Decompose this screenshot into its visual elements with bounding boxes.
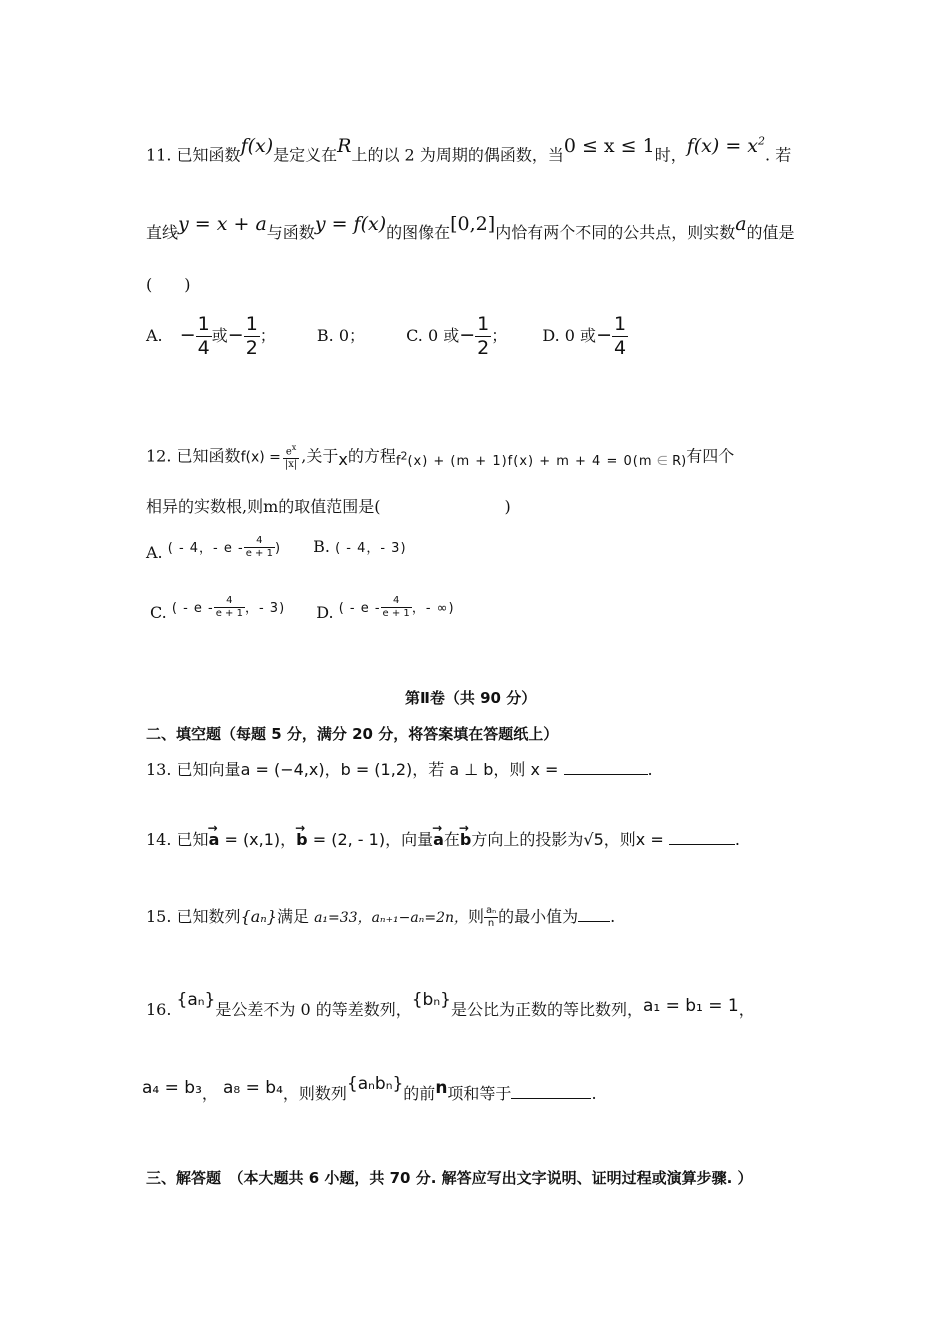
q16-line-1 [146, 990, 755, 1020]
minus-sign: − [179, 324, 196, 346]
q11-text: 直线 [146, 223, 179, 242]
q16-text: 是公差不为 0 的等差数列， [215, 1000, 412, 1019]
q11-answer-paren: ( ) [146, 275, 191, 294]
frac-den: e + 1 [245, 548, 273, 559]
q15-frac [484, 906, 498, 929]
eq-f: f [395, 454, 401, 470]
q14-text: 方向上的投影为 [471, 830, 584, 849]
frac-num: aₙ [486, 905, 497, 916]
q14-x: x = [635, 830, 664, 849]
q16-text: 项和等于 [447, 1084, 512, 1103]
q11-line-2 [146, 213, 795, 243]
frac-num: 1 [245, 313, 258, 335]
frac-den: 2 [245, 337, 258, 359]
frac-num: 1 [197, 313, 210, 335]
q12-text: ) [504, 497, 511, 516]
q11-optA-or: 或 [211, 326, 228, 345]
q12-optD: ( - e - [338, 601, 381, 616]
q11-optB: B. 0； [316, 326, 366, 345]
q14-line [146, 830, 740, 850]
q15-text: 已知数列 [176, 907, 241, 926]
q11-text: 是定义在 [273, 145, 338, 165]
q15-line [146, 898, 615, 937]
q15-a1: a₁=33， [314, 910, 372, 926]
q13-expr: a = (−4,x)，b = (1,2)，若 a ⊥ b，则 x = [240, 760, 559, 779]
q15-text: 的最小值为 [498, 907, 579, 926]
frac-num: 4 [214, 596, 245, 608]
q12-x: x [338, 450, 348, 470]
eq-rest: (x) + (m + 1)f(x) + m + 4 = 0(m [407, 454, 653, 470]
section2-heading: 二、填空题（每题 5 分，满分 20 分，将答案填在答题纸上） [146, 725, 559, 743]
q12-eq [395, 450, 687, 470]
q11-cond: 0 ≤ x ≤ 1 [563, 135, 655, 158]
q16-line-2 [142, 1074, 597, 1104]
q16-text: ，则数列 [282, 1084, 347, 1103]
q12-optA: ( - 4，- e - [167, 541, 244, 556]
q12-optA-frac [244, 536, 275, 559]
q12-text: 已知函数 [176, 446, 241, 466]
q15-text: 满足 [276, 907, 309, 926]
q11-eq-sup: 2 [758, 135, 766, 148]
q15-answer-blank [578, 907, 610, 922]
q11-optA-frac1 [196, 315, 212, 358]
q12-optA-label: A. [146, 543, 163, 562]
q12-text: 有四个 [686, 446, 735, 466]
q11-a: a [735, 213, 747, 235]
frac-num-sup: x [291, 442, 297, 452]
q14-vec-b2: → b [460, 830, 471, 850]
q16-answer-blank [511, 1084, 591, 1099]
q16-number: 16. [146, 1000, 172, 1019]
q11-func: y = f(x) [314, 213, 387, 235]
q11-optD-label: D. 0 或 [542, 326, 597, 345]
q13-line [146, 760, 653, 780]
q14-vec-a: → a [209, 830, 220, 850]
q16-n: n [435, 1078, 448, 1098]
q11-text: 上的以 2 为周期的偶函数，当 [351, 145, 564, 165]
frac-den: 4 [613, 337, 627, 359]
q14-answer-blank [669, 830, 735, 845]
q16-seqB: {bₙ} [411, 990, 451, 1010]
q11-text: 时， [654, 145, 687, 165]
frac-den: 2 [477, 337, 490, 359]
q12-fx: f(x) = [240, 449, 281, 466]
q15-seq: {aₙ} [240, 907, 277, 926]
frac-num [283, 444, 299, 459]
q14-text: = (x,1)， [219, 830, 297, 849]
q12-options-ab [146, 530, 407, 566]
q11-text: 的值是 [746, 223, 795, 242]
minus-sign: − [596, 324, 612, 346]
q16-text: 是公比为正数的等比数列， [450, 1000, 643, 1019]
q11-optA-label: A. [146, 326, 163, 345]
frac-den: n [487, 918, 495, 929]
q14-text: 已知 [176, 830, 209, 849]
q12-optD-end: ，- ∞) [411, 601, 455, 616]
q12-optA-end: ) [274, 541, 281, 556]
frac-num: 4 [381, 596, 412, 608]
q12-frac [283, 444, 299, 470]
q11-optC-label: C. 0 或 [406, 326, 460, 345]
q11-fx: f(x) [240, 135, 274, 158]
q14-text: = (2, - 1)，向量 [307, 830, 434, 849]
q14-text: 在 [443, 830, 460, 849]
q11-eq-main: f(x) = x [686, 135, 759, 158]
q16-seqA: {aₙ} [176, 990, 216, 1010]
q13-number: 13. [146, 760, 172, 779]
frac-num: 1 [477, 313, 490, 335]
frac-den: e + 1 [215, 608, 243, 619]
q13-answer-blank [564, 760, 648, 775]
q12-optC-frac [214, 596, 245, 619]
q14-vec-a2: → a [433, 830, 444, 850]
q12-number: 12. [146, 446, 172, 466]
q12-optD-label: D. [316, 603, 334, 622]
q13-text: 已知向量 [176, 760, 241, 779]
part2-title: 第Ⅱ卷（共 90 分） [405, 689, 537, 707]
q12-optC-label: C. [150, 603, 167, 622]
q12-text: ,关于 [301, 446, 339, 466]
q11-line: y = x + a [178, 213, 267, 235]
q11-optC-end: ； [491, 326, 508, 345]
q15-number: 15. [146, 907, 172, 926]
q16-cond2: a₄ = b₃ [142, 1078, 202, 1098]
q11-optA-frac2 [244, 315, 260, 358]
q11-text: . 若 [765, 145, 792, 165]
minus-sign: − [459, 324, 476, 346]
q11-R: R [337, 135, 352, 158]
q12-optC: ( - e - [171, 601, 214, 616]
q16-cond1: a₁ = b₁ = 1 [642, 996, 739, 1016]
section3-heading: 三、解答题 （本大题共 6 小题，共 70 分. 解答应写出文字说明、证明过程或演算步骤. ） [146, 1169, 753, 1187]
q12-text: 的方程 [347, 446, 396, 466]
q11-optA-end: ； [259, 326, 276, 345]
q13-end: . [647, 760, 653, 779]
q14-end: . [734, 830, 740, 849]
q11-optC-frac [475, 315, 491, 358]
q11-text: 内恰有两个不同的公共点，则实数 [495, 223, 736, 242]
q16-text: 的前 [403, 1084, 436, 1103]
q11-text: 与函数 [266, 223, 315, 242]
q12-line-1 [146, 436, 734, 475]
q15-rec: aₙ₊₁−aₙ=2n， [371, 910, 469, 926]
q15-end: . [610, 907, 616, 926]
q11-line-1 [146, 135, 792, 165]
q14-sqrt: √5 [583, 830, 604, 849]
frac-num: 1 [613, 313, 627, 335]
q11-interval: [0,2] [450, 213, 496, 235]
q14-vec-b: → b [296, 830, 307, 850]
q12-optD-frac [381, 596, 412, 619]
q16-text: ， [201, 1084, 218, 1103]
frac-num-base: e [285, 445, 292, 457]
minus-sign: − [227, 324, 244, 346]
q11-optD-frac [612, 315, 628, 358]
q12-optB-label: B. [313, 537, 330, 556]
q12-text: 相异的实数根,则m的取值范围是( [146, 497, 381, 516]
q11-eq [687, 135, 765, 157]
q16-cond3: a₈ = b₄ [223, 1078, 283, 1098]
q11-text: 已知函数 [176, 145, 241, 165]
frac-den: |x| [284, 458, 298, 470]
q11-number: 11. [146, 145, 172, 165]
q16-text: ， [738, 1000, 755, 1019]
frac-num: 4 [244, 536, 275, 548]
eq-in: ∈ [656, 454, 668, 470]
q12-options-cd [150, 590, 455, 626]
q11-options [146, 313, 628, 358]
q12-line-2 [146, 497, 511, 517]
q14-number: 14. [146, 830, 172, 849]
q11-text: 的图像在 [386, 223, 451, 242]
frac-den: e + 1 [382, 608, 410, 619]
q16-seqAB: {aₙbₙ} [346, 1074, 404, 1094]
eq-R: R) [672, 454, 687, 470]
q12-optB: ( - 4，- 3) [335, 541, 407, 556]
frac-den: 4 [197, 337, 210, 359]
eq-sup: 2 [400, 450, 408, 463]
q12-optC-end: ，- 3) [244, 601, 286, 616]
q15-text: 则 [468, 907, 485, 926]
q14-text: ，则 [603, 830, 636, 849]
q16-end: . [591, 1084, 597, 1103]
